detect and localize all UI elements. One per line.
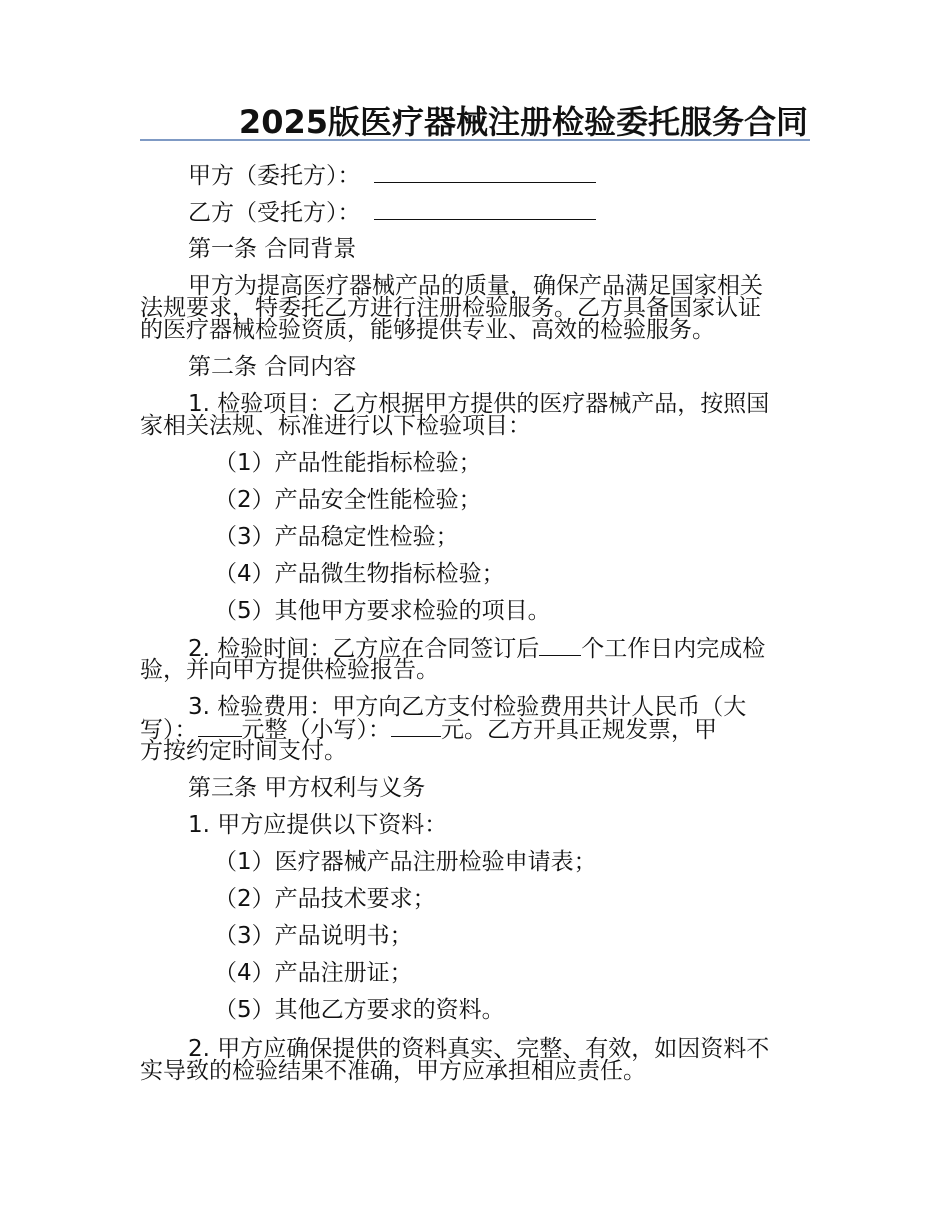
article3-sub-item-1: （1）医疗器械产品注册检验申请表； bbox=[214, 849, 597, 875]
article2-item1-line1: 1. 检验项目：乙方根据甲方提供的医疗器械产品，按照国 bbox=[188, 391, 770, 417]
party-b-blank bbox=[374, 197, 596, 220]
article3-item2-line2: 实导致的检验结果不准确，甲方应承担相应责任。 bbox=[140, 1058, 646, 1084]
article2-sub-item-2: （2）产品安全性能检验； bbox=[214, 487, 482, 513]
article2-sub-item-4: （4）产品微生物指标检验； bbox=[214, 561, 505, 587]
item2-text-b: 个工作日内完成检 bbox=[581, 636, 766, 662]
article3-item2-line1: 2. 甲方应确保提供的资料真实、完整、有效，如因资料不 bbox=[188, 1036, 770, 1062]
article3-heading: 第三条 甲方权利与义务 bbox=[188, 775, 426, 801]
party-b-label: 乙方（受托方）： bbox=[188, 200, 361, 226]
article2-sub-item-3: （3）产品稳定性检验； bbox=[214, 524, 459, 550]
party-b-line bbox=[188, 197, 596, 228]
article1-heading: 第一条 合同背景 bbox=[188, 236, 357, 262]
item3-text-a: 写）： bbox=[140, 717, 198, 743]
item3-text-b: 元整（小写）： bbox=[241, 717, 391, 743]
article1-para-line1: 甲方为提高医疗器械产品的质量，确保产品满足国家相关 bbox=[188, 273, 763, 299]
article2-sub-item-5: （5）其他甲方要求检验的项目。 bbox=[214, 598, 551, 624]
article2-sub-item-1: （1）产品性能指标检验； bbox=[214, 450, 482, 476]
article3-sub-item-4: （4）产品注册证； bbox=[214, 960, 413, 986]
article3-sub-item-3: （3）产品说明书； bbox=[214, 923, 413, 949]
document-title: 2025版医疗器械注册检验委托服务合同 bbox=[238, 103, 808, 141]
amount-lower-blank bbox=[391, 714, 441, 737]
article3-item1: 1. 甲方应提供以下资料： bbox=[188, 812, 448, 838]
article3-sub-item-2: （2）产品技术要求； bbox=[214, 886, 436, 912]
article2-item3-line1: 3. 检验费用：甲方向乙方支付检验费用共计人民币（大 bbox=[188, 694, 747, 720]
party-a-line bbox=[188, 160, 596, 191]
item2-text-a: 2. 检验时间：乙方应在合同签订后 bbox=[188, 636, 540, 662]
party-a-label: 甲方（委托方）： bbox=[188, 163, 361, 189]
title-underline bbox=[140, 139, 810, 141]
amount-upper-blank bbox=[198, 714, 242, 737]
days-blank bbox=[539, 633, 581, 656]
article1-para-line2: 法规要求，特委托乙方进行注册检验服务。乙方具备国家认证 bbox=[140, 295, 761, 321]
article2-item2-line2: 验，并向甲方提供检验报告。 bbox=[140, 657, 439, 683]
article2-heading: 第二条 合同内容 bbox=[188, 354, 357, 380]
article3-sub-item-5: （5）其他乙方要求的资料。 bbox=[214, 997, 505, 1023]
article2-item1-line2: 家相关法规、标准进行以下检验项目： bbox=[140, 413, 531, 439]
item3-text-c: 元。乙方开具正规发票，甲 bbox=[441, 717, 717, 743]
party-a-blank bbox=[374, 160, 596, 183]
article1-para-line3: 的医疗器械检验资质，能够提供专业、高效的检验服务。 bbox=[140, 317, 715, 343]
article2-item3-line3: 方按约定时间支付。 bbox=[140, 738, 347, 764]
